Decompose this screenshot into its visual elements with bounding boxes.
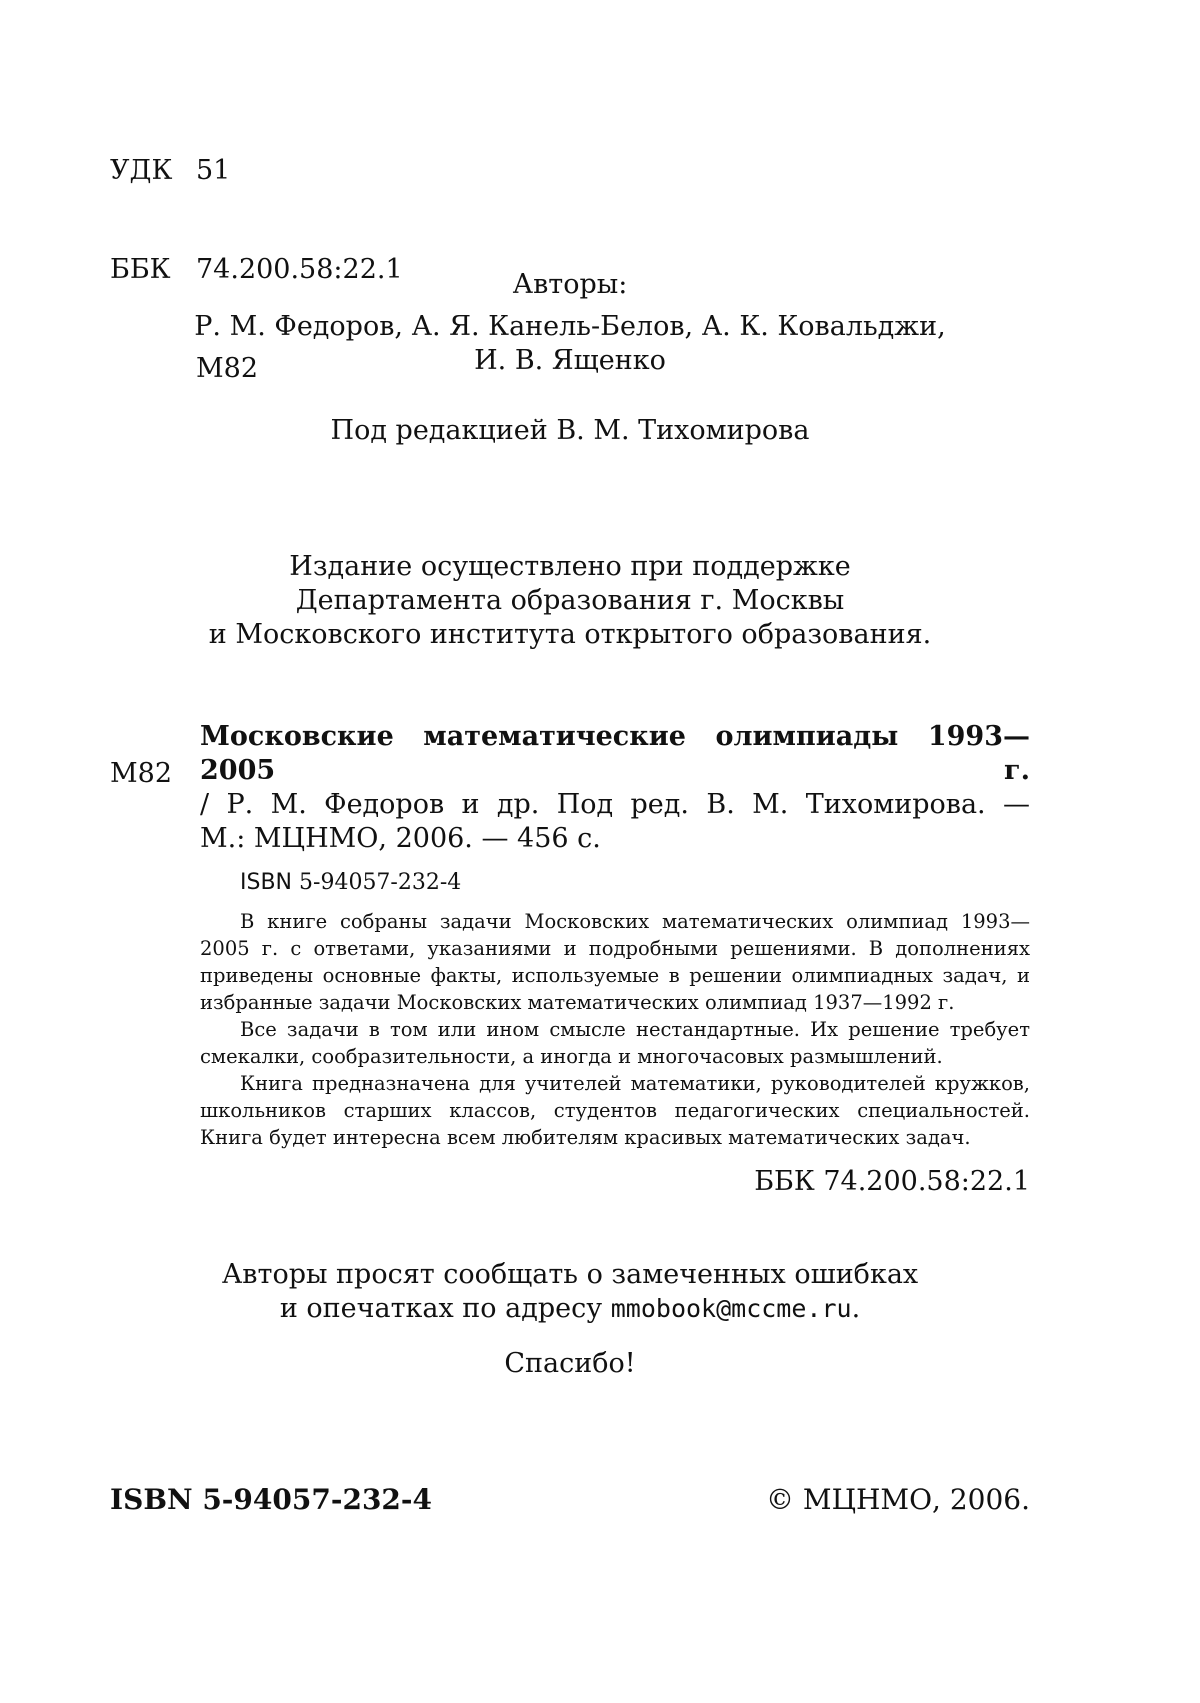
card-isbn-value: 5-94057-232-4	[299, 870, 461, 895]
udk-row	[110, 154, 403, 187]
annotation-paragraph-2: Все задачи в том или ином смысле нестандартные. Их решение требует смекалки, сообразительности, а иногда и многочасовых размышлений.	[200, 1016, 1030, 1070]
authors-line-1: Р. М. Федоров, А. Я. Канель-Белов, А. К. Ковальджи,	[0, 310, 1140, 344]
bibliographic-card	[200, 720, 1030, 1199]
card-author-mark: М82	[110, 757, 172, 791]
udk-value: 51	[196, 155, 230, 186]
card-isbn-label: ISBN	[240, 870, 292, 895]
support-line-1: Издание осуществлено при поддержке	[0, 550, 1140, 584]
annotation	[200, 908, 1030, 1151]
bbk-value: 74.200.58:22.1	[196, 254, 403, 285]
support-line-3: и Московского института открытого образования.	[0, 618, 1140, 652]
book-title: Московские математические олимпиады 1993—2005 г.	[200, 721, 1030, 786]
author-mark: М82	[196, 353, 258, 384]
thanks-line: Спасибо!	[0, 1347, 1140, 1381]
udk-label: УДК	[110, 154, 196, 187]
errata-line-1: Авторы просят сообщать о замеченных ошибках	[0, 1258, 1140, 1292]
card-bbk: ББК 74.200.58:22.1	[200, 1165, 1030, 1199]
errata-line-2	[0, 1292, 1140, 1326]
authors-list	[0, 310, 1140, 378]
support-statement	[0, 550, 1140, 652]
editor-line: Под редакцией В. М. Тихомирова	[0, 414, 1140, 448]
support-line-2: Департамента образования г. Москвы	[0, 584, 1140, 618]
reference-line-2: М.: МЦНМО, 2006. — 456 с.	[200, 822, 1030, 856]
book-title-line	[200, 720, 1030, 788]
errata-email: mmobook@mccme.ru	[611, 1294, 852, 1323]
card-isbn	[200, 868, 1030, 898]
authors-label: Авторы:	[0, 268, 1140, 302]
errata-line-2-suffix: .	[852, 1293, 861, 1324]
reference-line-1: / Р. М. Федоров и др. Под ред. В. М. Тихомирова. —	[200, 788, 1030, 822]
bbk-label: ББК	[110, 253, 196, 286]
annotation-paragraph-1: В книге собраны задачи Московских математических олимпиад 1993—2005 г. с ответами, указаниями и подробными решениями. В дополнениях приведены основные факты, используемые в решении олимпиадных задач, и избранные задачи Московских математических олимпиад 1937—1992 г.	[200, 908, 1030, 1016]
footer-copyright: © МЦНМО, 2006.	[766, 1483, 1030, 1517]
errata-notice	[0, 1258, 1140, 1326]
errata-line-2-text: и опечатках по адресу	[280, 1293, 602, 1324]
annotation-paragraph-3: Книга предназначена для учителей математики, руководителей кружков, школьников старших классов, студентов педагогических специальностей. Книга будет интересна всем любителям красивых математических задач.	[200, 1070, 1030, 1151]
authors-line-2: И. В. Ященко	[0, 344, 1140, 378]
footer-isbn: ISBN 5-94057-232-4	[110, 1483, 432, 1517]
